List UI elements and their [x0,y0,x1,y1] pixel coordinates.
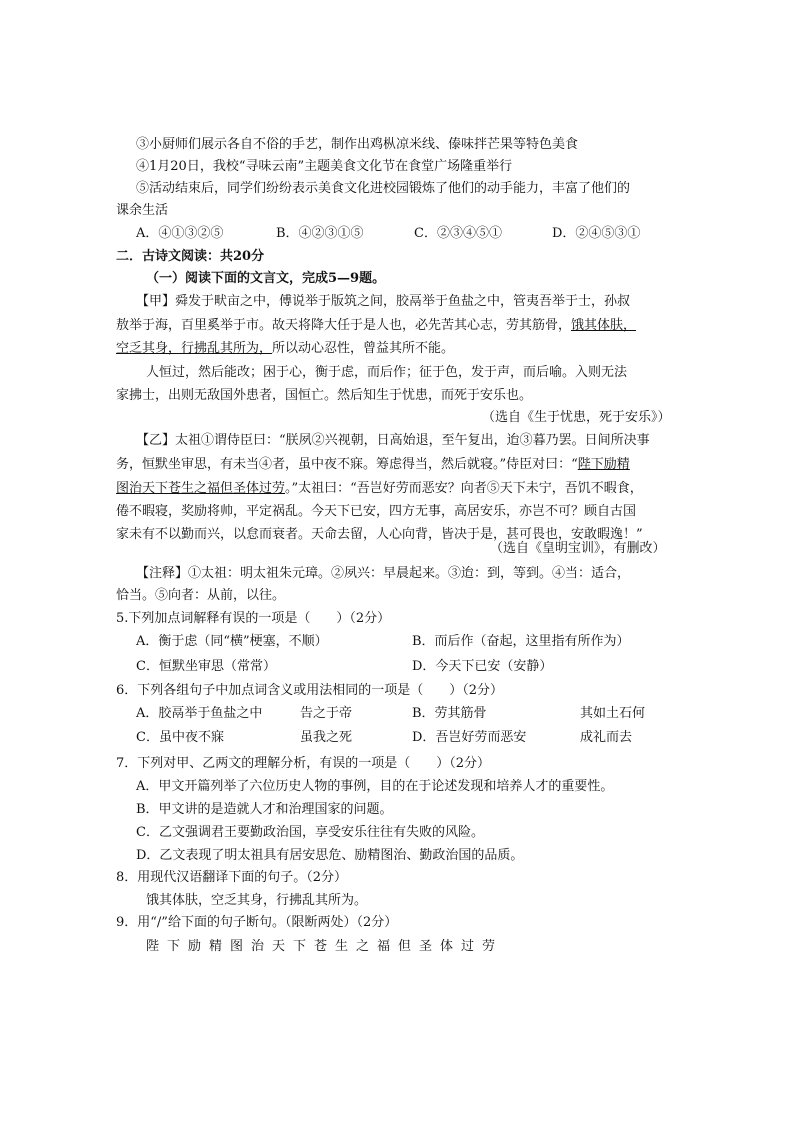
q9-char: 福 [377,939,391,954]
q8-stem: 8．用现代汉语翻译下面的句子。（2分） [116,870,348,885]
q7-option-d: D．乙文表现了明太祖具有居安思危、励精图治、勤政治国的品质。 [136,848,524,863]
q9-char: 苍 [314,939,328,954]
yi-text-2: 。”太祖曰：“吾岂好劳而恶安？向者⑤天下未宁，吾饥不暇食， [285,481,643,496]
jia-text-2: 所以动心忍性，曾益其所不能。 [272,341,455,356]
yi-line-5: 家未有不以勤而兴，以怠而衰者。天命去留，人心向背，皆决于是，甚可畏也，安敢暇逸！” [116,527,643,542]
q9-stem: 9．用“/”给下面的句子断句。（限断两处）（2分） [116,915,398,930]
q6-option-c2: 虽我之死 [300,730,353,745]
q7-stem: 7．下列对甲、乙两文的理解分析，有误的一项是（ ）（2分） [116,756,491,771]
jia-line-2 [116,317,636,334]
q9-char: 精 [209,939,223,954]
q5-stem: 5.下列加点词解释有误的一项是（ ）（2分） [116,611,391,626]
yi-underlined: 陛下励精 [577,457,630,472]
option-line-5a: ⑤活动结束后，同学们纷纷表示美食文化进校园锻炼了他们的动手能力，丰富了他们的 [136,181,631,196]
annotation-line-2: 恰当。⑤向者：从前，以往。 [116,588,286,603]
q7-option-b: B．甲文讲的是造就人才和治理国家的问题。 [136,802,393,817]
q9-char: 图 [230,939,244,954]
jia-line-4: 人恒过，然后能改；困于心，衡于虑，而后作；征于色，发于声，而后喻。入则无法 [146,365,628,380]
q4-option-a: A．④①③②⑤ [136,226,224,241]
q6-option-d1: D．吾岂好劳而恶安 [412,730,527,745]
q9-char: 治 [251,939,265,954]
q4-option-b: B．④②③①⑤ [276,226,364,241]
q9-char: 但 [398,939,412,954]
option-line-4: ④1月20日，我校“寻味云南”主题美食文化节在食堂广场隆重举行 [136,159,513,174]
q9-sentence [146,938,503,955]
subsection-heading: （一）阅读下面的文言文，完成5—9题。 [146,271,386,286]
q9-char: 励 [188,939,202,954]
q6-option-c1: C．虽中夜不寐 [136,730,224,745]
q9-char: 生 [335,939,349,954]
jia-line-5: 家拂士，出则无敌国外患者，国恒亡。然后知生于忧患，而死于安乐也。 [116,388,533,403]
q7-option-c: C．乙文强调君王要勤政治国，享受安乐往往有失败的风险。 [136,825,484,840]
yi-line-1: 【乙】太祖①谓侍臣曰：“朕夙②兴视朝，日高始退，至午复出，迨③暮乃罢。日间所决事 [136,433,650,448]
q6-option-a1: A．胶鬲举于鱼盐之中 [136,706,263,721]
yi-underlined-2: 图治天下苍生之福但圣体过劳 [116,481,286,496]
jia-text: 敖举于海，百里奚举于市。故天将降大任于是人也，必先苦其心志，劳其筋骨， [116,318,572,333]
q5-option-d: D．今天下已安（安静） [412,659,553,674]
yi-line-2 [116,456,630,473]
q4-option-d: D．②④⑤③① [552,226,641,241]
annotation-line-1: 【注释】①太祖：明太祖朱元璋。②夙兴：早晨起来。③迨：到，等到。④当：适合， [136,566,631,581]
q8-sentence: 饿其体肤，空乏其身，行拂乱其所为。 [146,893,368,908]
q9-char: 下 [167,939,181,954]
q6-option-b1: B．劳其筋骨 [412,706,487,721]
q4-options [136,225,696,242]
option-line-5b: 课余生活 [116,203,169,218]
yi-line-3 [116,480,643,497]
q9-char: 体 [440,939,454,954]
q9-char: 天 [272,939,286,954]
q9-char: 圣 [419,939,433,954]
q5-option-a: A．衡于虑（同“横”梗塞，不顺） [136,634,328,649]
q9-char: 过 [461,939,475,954]
q9-char: 劳 [482,939,496,954]
q5-option-c: C．恒默坐审思（常常） [136,659,276,674]
yi-text: 务，恒默坐审思，有未当④者，虽中夜不寐。筹虑得当，然后就寝。”侍臣对曰：“ [116,457,578,472]
q6-option-d2: 成礼而去 [580,730,633,745]
jia-source: （选自《生于忧患，死于安乐》） [482,410,671,425]
jia-underlined: 饿其体肤， [571,318,637,333]
q5-option-b: B．而后作（奋起，这里指有所作为） [412,634,630,649]
jia-line-1: 【甲】舜发于畎亩之中，傅说举于版筑之间，胶鬲举于鱼盐之中，管夷吾举于士，孙叔 [136,294,631,309]
section-heading: 二．古诗文阅读：共20分 [116,249,265,264]
q7-option-a: A．甲文开篇列举了六位历史人物的事例，目的在于论述发现和培养人才的重要性。 [136,779,614,794]
q9-char: 之 [356,939,370,954]
jia-underlined-2: 空乏其身，行拂乱其所为， [116,341,273,356]
q4-option-c: C．②③④⑤① [414,226,502,241]
q6-option-b2: 其如土石何 [580,706,646,721]
yi-source: （选自《皇明宝训》，有删改） [490,541,666,556]
q9-char: 下 [293,939,307,954]
jia-line-3 [116,340,454,357]
q6-stem: 6．下列各组句子中加点词含义或用法相同的一项是（ ）（2分） [116,683,504,698]
yi-line-4: 倦不暇寝，奖励将帅，平定祸乱。今天下已安，四方无事，高居安乐，亦岂不可？顾自古国 [116,504,637,519]
option-line-3: ③小厨师们展示各自不俗的手艺，制作出鸡枞凉米线、傣味拌芒果等特色美食 [136,137,579,152]
q6-option-a2: 告之于帝 [300,706,353,721]
q9-char: 陛 [146,939,160,954]
